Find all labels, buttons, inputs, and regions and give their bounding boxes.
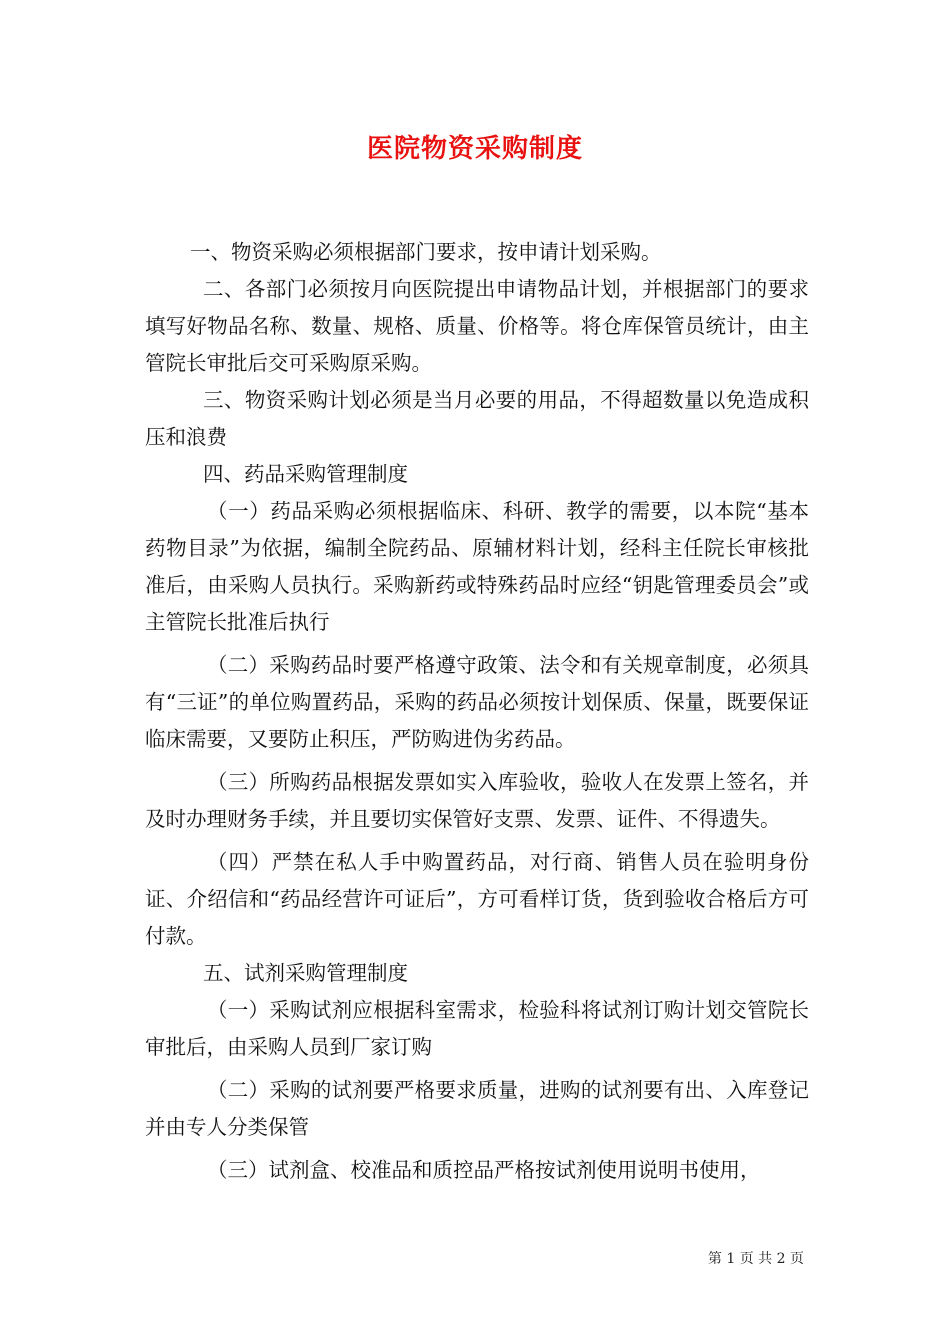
page-number: 第 1 页 共 2 页 xyxy=(707,1251,804,1267)
paragraph-9: 五、试剂采购管理制度 xyxy=(203,961,408,985)
paragraph-10: （一）采购试剂应根据科室需求，检验科将试剂订购计划交管院长审批后，由采购人员到厂家订购 xyxy=(145,998,809,1059)
paragraph-8: （四）严禁在私人手中购置药品，对行商、销售人员在验明身份证、介绍信和“药品经营许可证后”，方可看样订货，货到验收合格后方可付款。 xyxy=(145,850,809,948)
paragraph-3: 三、物资采购计划必须是当月必要的用品，不得超数量以免造成积压和浪费 xyxy=(145,388,809,449)
paragraph-6: （二）采购药品时要严格遵守政策、法令和有关规章制度，必须具有“三证”的单位购置药品，采购的药品必须按计划保质、保量，既要保证临床需要，又要防止积压，严防购进伪劣药品。 xyxy=(145,653,809,751)
paragraph-2: 二、各部门必须按月向医院提出申请物品计划，并根据部门的要求填写好物品名称、数量、规格、质量、价格等。将仓库保管员统计，由主管院长审批后交可采购原采购。 xyxy=(145,277,809,375)
document-body xyxy=(145,234,809,1189)
paragraph-12: （三）试剂盒、校准品和质控品严格按试剂使用说明书使用， xyxy=(207,1158,761,1182)
paragraph-1: 一、物资采购必须根据部门要求，按申请计划采购。 xyxy=(190,240,662,264)
paragraph-5: （一）药品采购必须根据临床、科研、教学的需要，以本院“基本药物目录”为依据，编制全院药品、原辅材料计划，经科主任院长审核批准后，由采购人员执行。采购新药或特殊药品时应经“钥匙管理委员会”或主管院长批准后执行 xyxy=(145,499,809,634)
paragraph-7: （三）所购药品根据发票如实入库验收，验收人在发票上签名，并及时办理财务手续，并且要切实保管好支票、发票、证件、不得遗失。 xyxy=(145,770,809,831)
paragraph-11: （二）采购的试剂要严格要求质量，进购的试剂要有出、入库登记并由专人分类保管 xyxy=(145,1078,809,1139)
paragraph-4: 四、药品采购管理制度 xyxy=(203,462,408,486)
document-title: 医院物资采购制度 xyxy=(366,134,583,164)
